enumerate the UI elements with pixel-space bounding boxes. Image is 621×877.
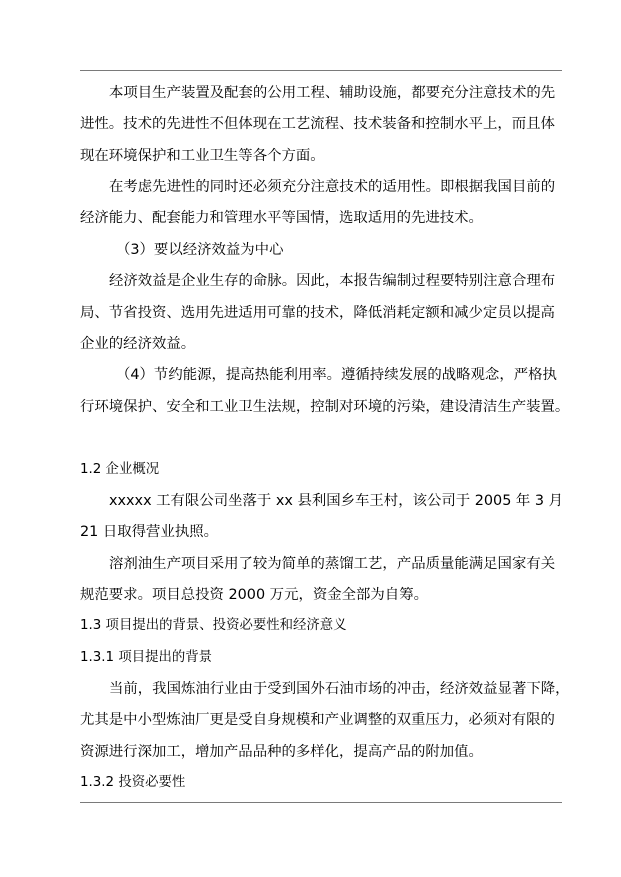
paragraph-line: 企业的经济效益。 xyxy=(80,336,196,352)
header-rule xyxy=(80,70,562,71)
footer-rule xyxy=(80,802,562,803)
paragraph-line: 经济能力、配套能力和管理水平等国情，选取适用的先进技术。 xyxy=(80,210,483,226)
paragraph-line: 尤其是中小型炼油厂更是受自身规模和产业调整的双重压力，必须对有限的 xyxy=(80,712,555,728)
paragraph-line: 本项目生产装置及配套的公用工程、辅助设施，都要充分注意技术的先 xyxy=(109,85,556,101)
paragraph-line: 在考虑先进性的同时还必须充分注意技术的适用性。即根据我国目前的 xyxy=(109,179,556,195)
paragraph-line: 现在环境保护和工业卫生等各个方面。 xyxy=(80,148,325,164)
paragraph-line: 经济效益是企业生存的命脉。因此，本报告编制过程要特别注意合理布 xyxy=(109,273,556,289)
paragraph-line: 进性。技术的先进性不但体现在工艺流程、技术装备和控制水平上，而且体 xyxy=(80,116,555,132)
paragraph-line: 资源进行深加工，增加产品品种的多样化，提高产品的附加值。 xyxy=(80,744,483,760)
subsection-heading: 1.3.2 投资必要性 xyxy=(80,775,186,790)
subsection-heading: 1.3.1 项目提出的背景 xyxy=(80,650,213,665)
paragraph-line: 规范要求。项目总投资 2000 万元，资金全部为自筹。 xyxy=(80,587,428,603)
section-heading: 1.2 企业概况 xyxy=(80,462,160,477)
subheading: （3）要以经济效益为中心 xyxy=(116,242,284,258)
paragraph-line: 21 日取得营业执照。 xyxy=(80,524,219,540)
paragraph-line: （4）节约能源，提高热能利用率。遵循持续发展的战略观念，严格执 xyxy=(116,367,557,383)
paragraph-line: 局、节省投资、选用先进适用可靠的技术，降低消耗定额和减少定员以提高 xyxy=(80,305,555,321)
paragraph-line: 溶剂油生产项目采用了较为简单的蒸馏工艺，产品质量能满足国家有关 xyxy=(109,556,556,572)
paragraph-line: 当前，我国炼油行业由于受到国外石油市场的冲击，经济效益显著下降， xyxy=(109,681,570,697)
paragraph-line: xxxxx 工有限公司坐落于 xx 县利国乡车王村，该公司于 2005 年 3 月 xyxy=(109,493,564,509)
section-heading: 1.3 项目提出的背景、投资必要性和经济意义 xyxy=(80,618,347,633)
paragraph-line: 行环境保护、安全和工业卫生法规，控制对环境的污染，建设清洁生产装置。 xyxy=(80,399,570,415)
